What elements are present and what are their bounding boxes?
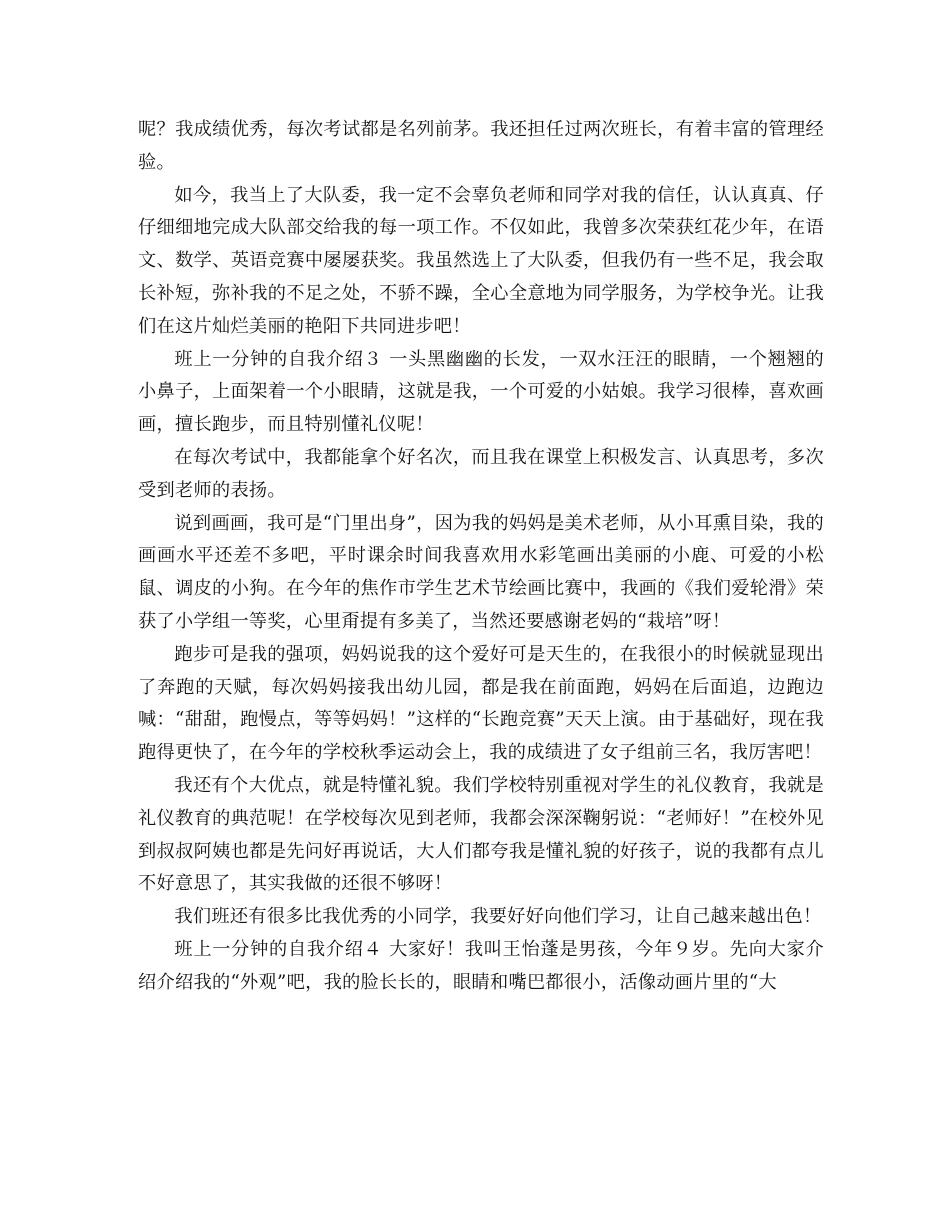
- paragraph: 如今，我当上了大队委，我一定不会辜负老师和同学对我的信任，认认真真、仔仔细细地完成大队部交给我的每一项工作。不仅如此，我曾多次荣获红花少年，在语文、数学、英语竞赛中屡屡获奖。我虽然选上了大队委，但我仍有一些不足，我会取长补短，弥补我的不足之处，不骄不躁，全心全意地为同学服务，为学校争光。让我们在这片灿烂美丽的艳阳下共同进步吧！: [138, 184, 824, 337]
- paragraph: 说到画画，我可是“门里出身”，因为我的妈妈是美术老师，从小耳熏目染，我的画画水平还差不多吧，平时课余时间我喜欢用水彩笔画出美丽的小鹿、可爱的小松鼠、调皮的小狗。在今年的焦作市学生艺术节绘画比赛中，我画的《我们爱轮滑》荣获了小学组一等奖，心里甭提有多美了，当然还要感谢老妈的“栽培”呀！: [138, 512, 824, 632]
- paragraph: 班上一分钟的自我介绍３ 一头黑幽幽的长发，一双水汪汪的眼睛，一个翘翘的小鼻子，上面架着一个小眼睛，这就是我，一个可爱的小姑娘。我学习很棒，喜欢画画，擅长跑步，而且特别懂礼仪呢！: [138, 348, 824, 436]
- paragraph: 呢？我成绩优秀，每次考试都是名列前茅。我还担任过两次班长，有着丰富的管理经验。: [138, 119, 824, 173]
- paragraph: 在每次考试中，我都能拿个好名次，而且我在课堂上积极发言、认真思考，多次受到老师的表扬。: [138, 446, 824, 501]
- paragraph: 跑步可是我的强项，妈妈说我的这个爱好可是天生的，在我很小的时候就显现出了奔跑的天赋，每次妈妈接我出幼儿园，都是我在前面跑，妈妈在后面追，边跑边喊：“甜甜，跑慢点，等等妈妈！”这样的“长跑竞赛”天天上演。由于基础好，现在我跑得更快了，在今年的学校秋季运动会上，我的成绩进了女子组前三名，我厉害吧！: [138, 643, 824, 764]
- paragraph: 我还有个大优点，就是特懂礼貌。我们学校特别重视对学生的礼仪教育，我就是礼仪教育的典范呢！在学校每次见到老师，我都会深深鞠躬说：“老师好！”在校外见到叔叔阿姨也都是先问好再说话，大人们都夸我是懂礼貌的好孩子，说的我都有点儿不好意思了，其实我做的还很不够呀！: [138, 774, 824, 895]
- paragraph: 班上一分钟的自我介绍４ 大家好！我叫王怡蓬是男孩，今年９岁。先向大家介绍介绍我的“外观”吧，我的脸长长的，眼睛和嘴巴都很小，活像动画片里的“大: [138, 938, 824, 993]
- document-body: [138, 114, 824, 1000]
- paragraph: 我们班还有很多比我优秀的小同学，我要好好向他们学习，让自己越来越出色！: [174, 906, 822, 928]
